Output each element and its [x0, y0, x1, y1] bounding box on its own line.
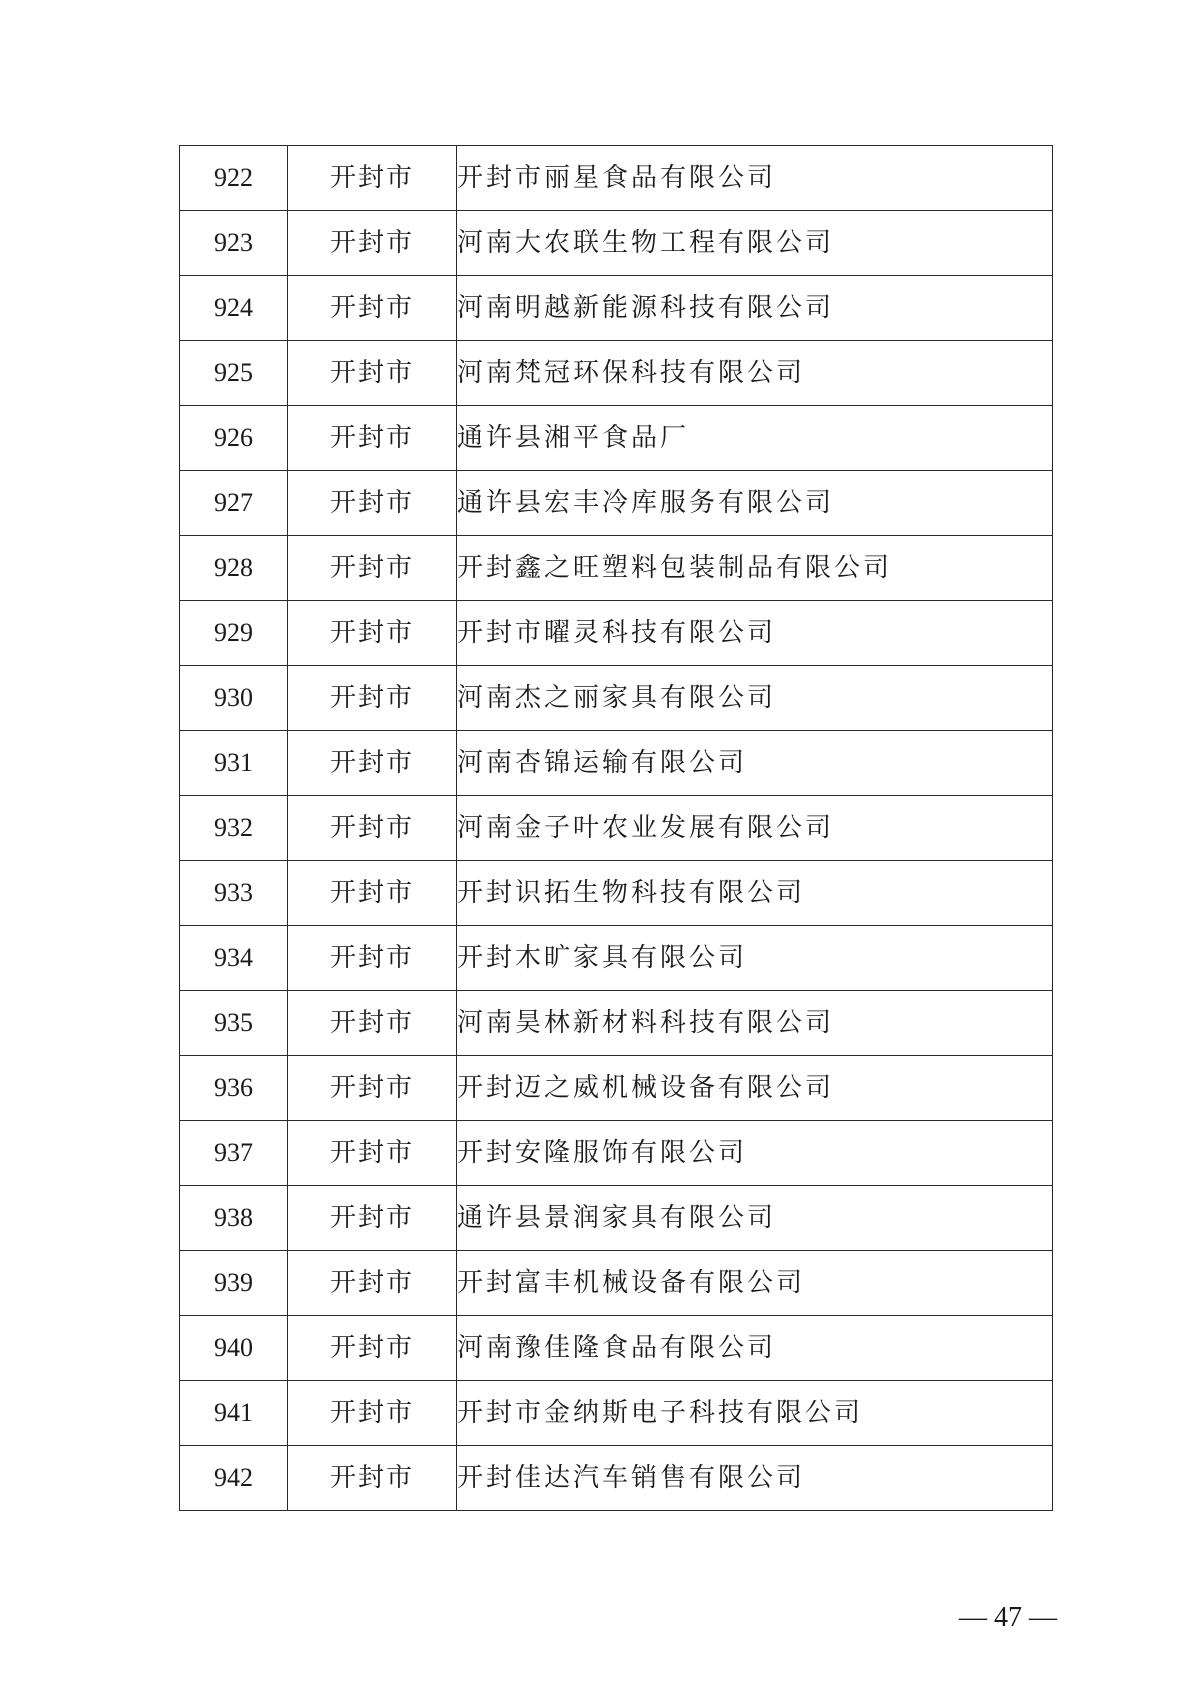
company-name-cell: 河南杰之丽家具有限公司 — [457, 666, 1053, 731]
row-number-cell: 939 — [180, 1251, 288, 1316]
table-row — [180, 406, 1053, 471]
table-row — [180, 666, 1053, 731]
company-list-table — [179, 145, 1053, 1511]
city-cell: 开封市 — [288, 991, 457, 1056]
table-row — [180, 991, 1053, 1056]
company-name-cell: 开封佳达汽车销售有限公司 — [457, 1446, 1053, 1511]
row-number-cell: 926 — [180, 406, 288, 471]
table-row — [180, 1446, 1053, 1511]
table-row — [180, 1121, 1053, 1186]
row-number-cell: 937 — [180, 1121, 288, 1186]
company-list-body — [180, 146, 1053, 1511]
city-cell: 开封市 — [288, 1186, 457, 1251]
city-cell: 开封市 — [288, 731, 457, 796]
city-cell: 开封市 — [288, 861, 457, 926]
row-number-cell: 936 — [180, 1056, 288, 1121]
row-number-cell: 930 — [180, 666, 288, 731]
table-row — [180, 1186, 1053, 1251]
company-name-cell: 河南大农联生物工程有限公司 — [457, 211, 1053, 276]
city-cell: 开封市 — [288, 1251, 457, 1316]
table-row — [180, 146, 1053, 211]
city-cell: 开封市 — [288, 406, 457, 471]
company-name-cell: 河南金子叶农业发展有限公司 — [457, 796, 1053, 861]
company-name-cell: 开封识拓生物科技有限公司 — [457, 861, 1053, 926]
page-number: — 47 — — [959, 1602, 1057, 1633]
table-row — [180, 926, 1053, 991]
company-name-cell: 通许县景润家具有限公司 — [457, 1186, 1053, 1251]
company-name-cell: 河南豫佳隆食品有限公司 — [457, 1316, 1053, 1381]
city-cell: 开封市 — [288, 926, 457, 991]
company-name-cell: 河南杏锦运输有限公司 — [457, 731, 1053, 796]
city-cell: 开封市 — [288, 1316, 457, 1381]
company-name-cell: 开封市丽星食品有限公司 — [457, 146, 1053, 211]
table-row — [180, 1251, 1053, 1316]
city-cell: 开封市 — [288, 601, 457, 666]
row-number-cell: 931 — [180, 731, 288, 796]
table-row — [180, 276, 1053, 341]
table-row — [180, 731, 1053, 796]
company-name-cell: 河南梵冠环保科技有限公司 — [457, 341, 1053, 406]
city-cell: 开封市 — [288, 211, 457, 276]
table-row — [180, 1316, 1053, 1381]
company-name-cell: 开封木旷家具有限公司 — [457, 926, 1053, 991]
city-cell: 开封市 — [288, 146, 457, 211]
company-name-cell: 开封安隆服饰有限公司 — [457, 1121, 1053, 1186]
city-cell: 开封市 — [288, 1446, 457, 1511]
row-number-cell: 929 — [180, 601, 288, 666]
table-row — [180, 861, 1053, 926]
company-name-cell: 开封富丰机械设备有限公司 — [457, 1251, 1053, 1316]
city-cell: 开封市 — [288, 1121, 457, 1186]
city-cell: 开封市 — [288, 341, 457, 406]
table-row — [180, 341, 1053, 406]
row-number-cell: 927 — [180, 471, 288, 536]
city-cell: 开封市 — [288, 536, 457, 601]
row-number-cell: 924 — [180, 276, 288, 341]
company-name-cell: 河南昊林新材料科技有限公司 — [457, 991, 1053, 1056]
row-number-cell: 941 — [180, 1381, 288, 1446]
row-number-cell: 934 — [180, 926, 288, 991]
table-row — [180, 1056, 1053, 1121]
company-name-cell: 开封迈之威机械设备有限公司 — [457, 1056, 1053, 1121]
row-number-cell: 925 — [180, 341, 288, 406]
table-row — [180, 1381, 1053, 1446]
row-number-cell: 933 — [180, 861, 288, 926]
row-number-cell: 935 — [180, 991, 288, 1056]
company-name-cell: 河南明越新能源科技有限公司 — [457, 276, 1053, 341]
city-cell: 开封市 — [288, 1056, 457, 1121]
city-cell: 开封市 — [288, 666, 457, 731]
table-row — [180, 211, 1053, 276]
table-row — [180, 796, 1053, 861]
row-number-cell: 942 — [180, 1446, 288, 1511]
company-name-cell: 开封市曜灵科技有限公司 — [457, 601, 1053, 666]
row-number-cell: 922 — [180, 146, 288, 211]
city-cell: 开封市 — [288, 471, 457, 536]
row-number-cell: 938 — [180, 1186, 288, 1251]
company-name-cell: 开封市金纳斯电子科技有限公司 — [457, 1381, 1053, 1446]
company-name-cell: 开封鑫之旺塑料包装制品有限公司 — [457, 536, 1053, 601]
city-cell: 开封市 — [288, 276, 457, 341]
company-name-cell: 通许县湘平食品厂 — [457, 406, 1053, 471]
row-number-cell: 940 — [180, 1316, 288, 1381]
table-row — [180, 536, 1053, 601]
table-row — [180, 601, 1053, 666]
city-cell: 开封市 — [288, 1381, 457, 1446]
row-number-cell: 928 — [180, 536, 288, 601]
row-number-cell: 932 — [180, 796, 288, 861]
company-name-cell: 通许县宏丰冷库服务有限公司 — [457, 471, 1053, 536]
city-cell: 开封市 — [288, 796, 457, 861]
table-row — [180, 471, 1053, 536]
row-number-cell: 923 — [180, 211, 288, 276]
